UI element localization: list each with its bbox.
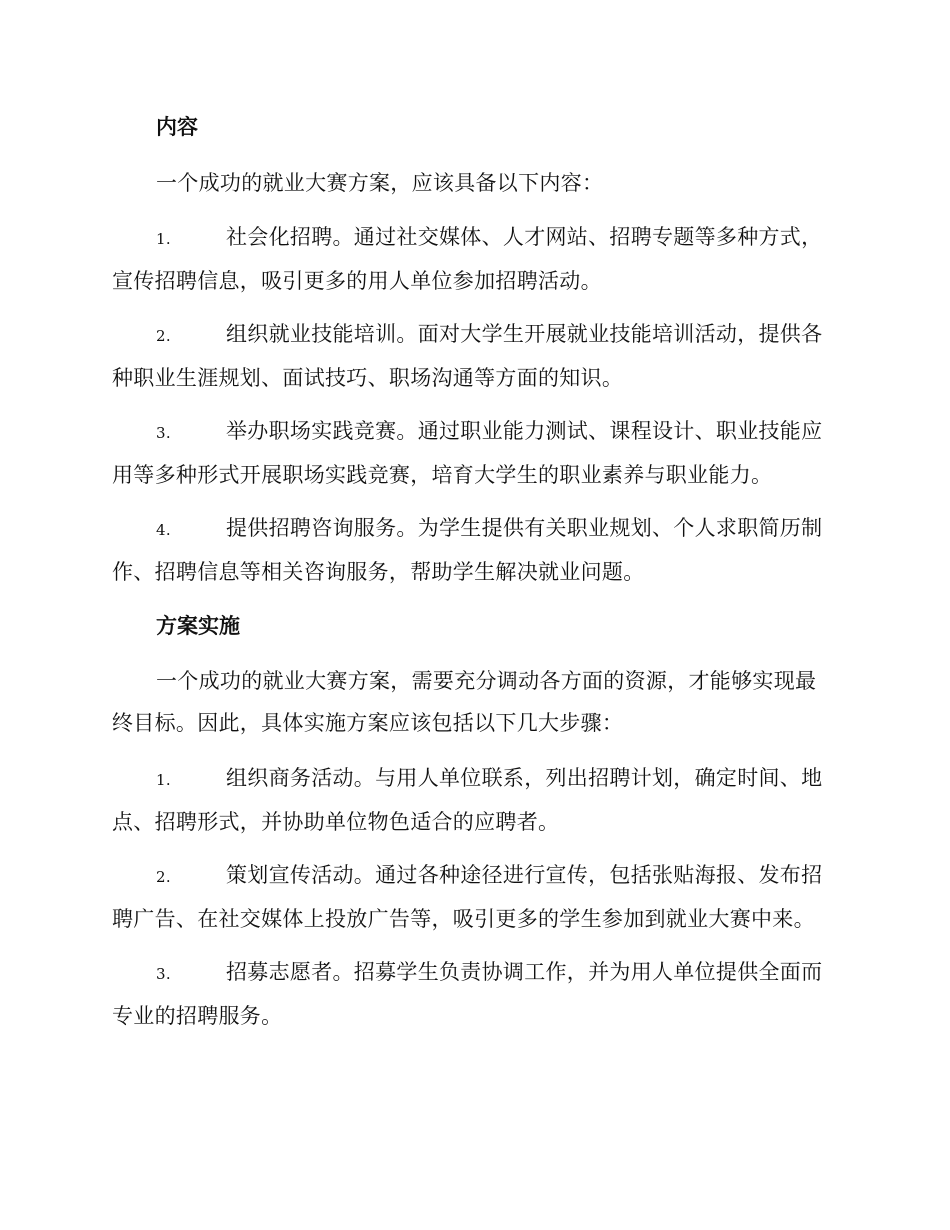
list-text: 社会化招聘。通过社交媒体、人才网站、招聘专题等多种方式，宣传招聘信息，吸引更多的用人单位参加招聘活动。 — [112, 225, 823, 293]
list-number: 2. — [156, 868, 171, 886]
list-text: 提供招聘咨询服务。为学生提供有关职业规划、个人求职简历制作、招聘信息等相关咨询服务，帮助学生解决就业问题。 — [112, 516, 823, 584]
list-item-content-2 — [112, 313, 837, 399]
paragraph-content-intro — [112, 162, 837, 204]
list-text: 组织就业技能培训。面对大学生开展就业技能培训活动，提供各种职业生涯规划、面试技巧、职场沟通等方面的知识。 — [112, 322, 823, 390]
list-number: 3. — [156, 424, 171, 442]
list-text: 组织商务活动。与用人单位联系，列出招聘计划，确定时间、地点、招聘形式，并协助单位物色适合的应聘者。 — [112, 766, 823, 834]
list-item-content-4 — [112, 507, 837, 593]
heading-content: 内容 — [156, 115, 198, 139]
list-item-implementation-1 — [112, 757, 837, 843]
paragraph-implementation-intro — [112, 660, 837, 744]
list-number: 1. — [156, 230, 171, 248]
heading-implementation: 方案实施 — [156, 614, 240, 638]
intro-text: 一个成功的就业大赛方案，应该具备以下内容： — [156, 171, 604, 195]
list-item-implementation-3 — [112, 951, 837, 1037]
list-text: 招募志愿者。招募学生负责协调工作，并为用人单位提供全面而专业的招聘服务。 — [112, 960, 823, 1028]
list-number: 3. — [156, 965, 171, 983]
list-number: 1. — [156, 771, 171, 789]
list-number: 4. — [156, 521, 171, 539]
list-item-implementation-2 — [112, 854, 837, 940]
intro-text: 一个成功的就业大赛方案，需要充分调动各方面的资源，才能够实现最终目标。因此，具体实施方案应该包括以下几大步骤： — [112, 669, 817, 735]
list-item-content-3 — [112, 410, 837, 496]
list-text: 策划宣传活动。通过各种途径进行宣传，包括张贴海报、发布招聘广告、在社交媒体上投放广告等，吸引更多的学生参加到就业大赛中来。 — [112, 863, 823, 931]
list-number: 2. — [156, 327, 171, 345]
list-item-content-1 — [112, 216, 837, 302]
list-text: 举办职场实践竞赛。通过职业能力测试、课程设计、职业技能应用等多种形式开展职场实践竞赛，培育大学生的职业素养与职业能力。 — [112, 419, 823, 487]
